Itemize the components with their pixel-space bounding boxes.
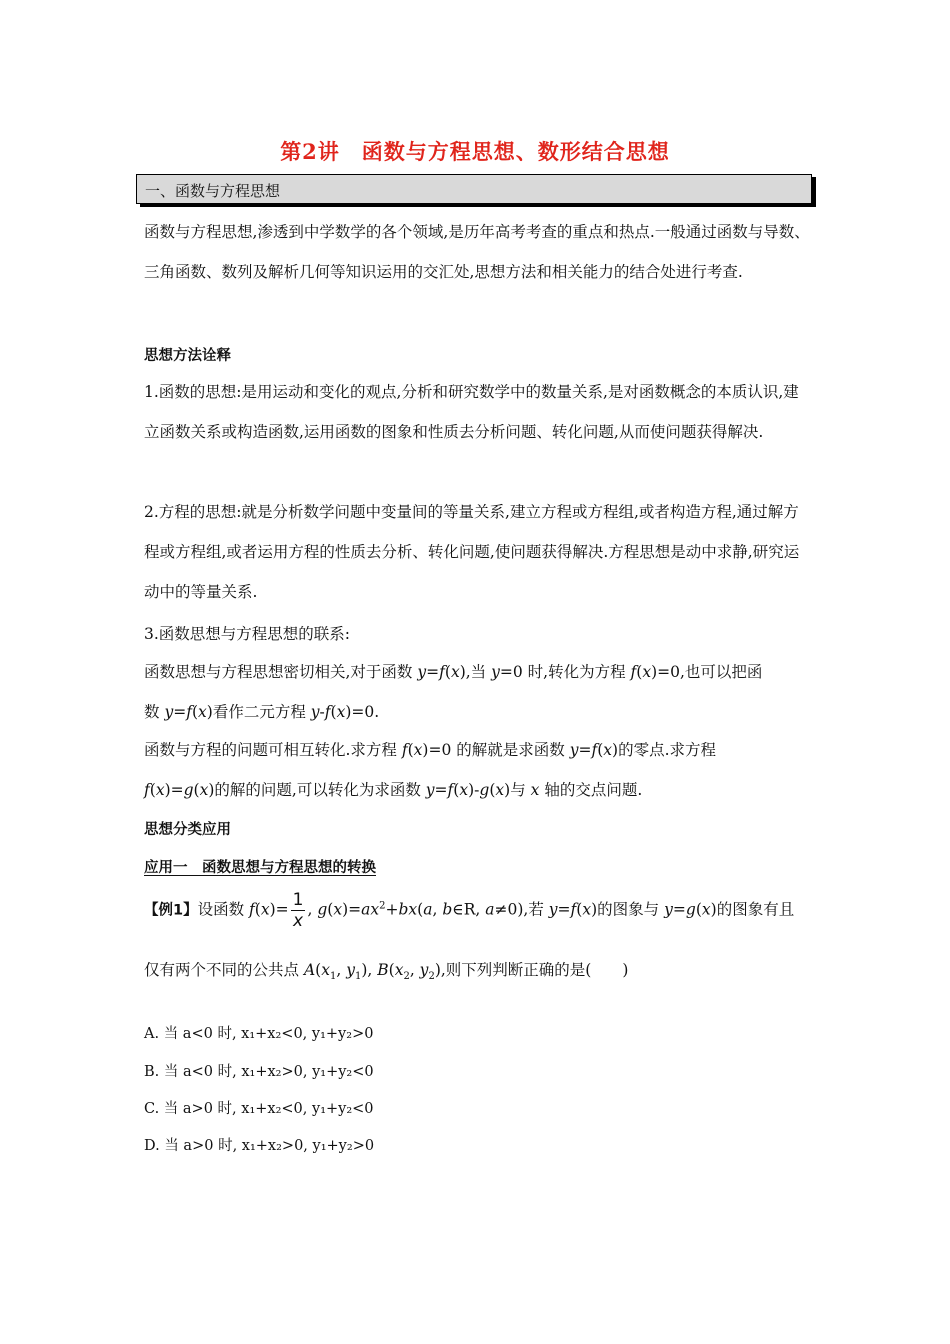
example-line-1: 【例1】设函数 f(x)= $\frac{1}{x}$ , $g(x)=ax^2+bx(a$, b∈R, a≠0),若 y=f(x)的图象与 y=g(x)的图象有且 (144, 890, 795, 931)
item-function-idea: 1.函数的思想:是用运动和变化的观点,分析和研究数学中的数量关系,是对函数概念的本质认识,建立函数关系或构造函数,运用函数的图象和性质去分析问题、转化问题,从而使问题获得解决. (144, 383, 799, 441)
heading-method: 思想方法诠释 (144, 348, 231, 364)
option-c[interactable]: C. 当 a>0 时, x₁+x₂<0, y₁+y₂<0 (144, 1101, 374, 1117)
option-a[interactable]: A. 当 a<0 时, x₁+x₂<0, y₁+y₂>0 (144, 1026, 374, 1042)
relation-line-1: 函数思想与方程思想密切相关,对于函数 y=f(x),当 y=0 时,转化为方程 f(x)=0,也可以把函 (144, 663, 763, 681)
relation-line-4: f(x)=g(x)的解的问题,可以转化为求函数 y=f(x)-g(x)与 x 轴的交点问题. (144, 781, 643, 799)
relation-line-3: 函数与方程的问题可相互转化.求方程 f(x)=0 的解就是求函数 y=f(x)的零点.求方程 (144, 741, 717, 759)
section-header (136, 174, 812, 204)
relation-line-2: 数 y=f(x)看作二元方程 y-f(x)=0. (144, 703, 380, 721)
intro-paragraph: 函数与方程思想,渗透到中学数学的各个领域,是历年高考考查的重点和热点.一般通过函数与导数、三角函数、数列及解析几何等知识运用的交汇处,思想方法和相关能力的结合处进行考查. (144, 223, 810, 281)
example-label: 【例1】 (144, 902, 198, 919)
item-relation-heading: 3.函数思想与方程思想的联系: (144, 625, 351, 643)
example-line-2: 仅有两个不同的公共点 $A(x_1$, $y_1$), $B(x_2$, $y_2$),则下列判断正确的是( ) (144, 961, 629, 983)
heading-app1: 应用一 函数思想与方程思想的转换 (144, 860, 376, 876)
item-equation-idea: 2.方程的思想:就是分析数学问题中变量间的等量关系,建立方程或方程组,或者构造方程,通过解方程或方程组,或者运用方程的性质去分析、转化问题,使问题获得解决.方程思想是动中求静,研究运动中的等量关系. (144, 503, 800, 601)
option-d[interactable]: D. 当 a>0 时, x₁+x₂>0, y₁+y₂>0 (144, 1138, 375, 1154)
fraction: $\frac{1}{x}$ (292, 890, 304, 931)
page-title: 第2讲 函数与方程思想、数形结合思想 (280, 139, 670, 164)
option-b[interactable]: B. 当 a<0 时, x₁+x₂>0, y₁+y₂<0 (144, 1064, 374, 1080)
section-header-label: 一、函数与方程思想 (145, 182, 281, 200)
heading-apply: 思想分类应用 (144, 822, 231, 838)
